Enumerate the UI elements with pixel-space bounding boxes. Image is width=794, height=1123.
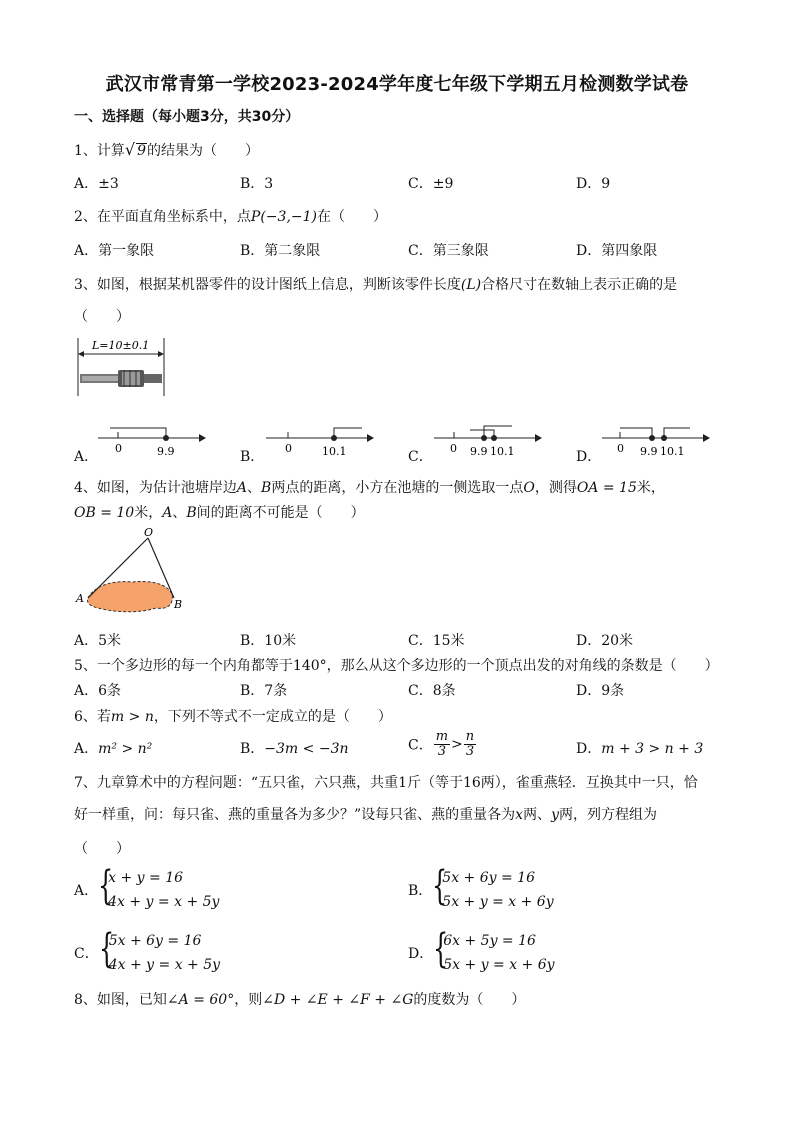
q6-b-expr: −3m < −3n (264, 741, 349, 757)
frac-denominator: 3 (465, 744, 475, 759)
q6-c-frac-right (464, 730, 476, 759)
q3-length-label: L=10±0.1 (92, 339, 150, 352)
q6-stem-post: ，下列不等式不一定成立的是（ ） (153, 709, 392, 725)
equation-line: 5x + 6y = 16 (442, 870, 535, 886)
q2-stem-pre: 2、在平面直角坐标系中，点 (74, 209, 251, 225)
q7-a-system (98, 863, 220, 914)
q6-d-expr: m + 3 > n + 3 (601, 741, 704, 757)
q7-c-letter: C． (74, 946, 99, 962)
q6-c-frac-left (434, 730, 450, 759)
q1-option-d[interactable]: D．9 (576, 176, 611, 192)
q1-stem-post: 的结果为（ ） (147, 143, 260, 159)
exam-title: 武汉市常青第一学校2023-2024学年度七年级下学期五月检测数学试卷 (105, 74, 689, 95)
q4-pond-figure (72, 528, 192, 618)
q6-option-a[interactable] (74, 738, 152, 758)
q6-option-c[interactable] (408, 730, 477, 759)
q3-b-label-1: 10.1 (322, 445, 347, 458)
q4-stem-part: 、 (172, 505, 187, 521)
equation-line: 4x + y = x + 5y (108, 957, 221, 973)
q2-option-a[interactable]: A．第一象限 (74, 243, 155, 259)
section-heading: 一、选择题（每小题3分，共30分） (74, 109, 300, 125)
q3-b-label-0: 0 (285, 442, 292, 455)
q3-c-label-2: 10.1 (490, 445, 515, 458)
q6-b-letter: B． (240, 741, 265, 757)
q4-label-b: B (174, 598, 183, 611)
q8-expression: ∠D + ∠E + ∠F + ∠G (262, 992, 414, 1008)
q3-d-label-2: 10.1 (660, 445, 685, 458)
q8-condition: ∠A = 60° (166, 992, 235, 1008)
q7-b-letter: B． (408, 883, 433, 899)
q6-stem-pre: 6、若 (74, 709, 111, 725)
q3-a-label-1: 9.9 (157, 445, 175, 458)
q3-paren: （ ） (74, 309, 130, 325)
question-7-line2 (74, 804, 657, 824)
equation-line: 5x + y = x + 6y (442, 894, 554, 910)
q7-option-b[interactable] (408, 863, 554, 914)
q3-stem-post: 合格尺寸在数轴上表示正确的是 (481, 277, 678, 293)
q6-option-d[interactable] (576, 738, 703, 758)
q7-var-x: x (515, 807, 524, 823)
q6-c-letter: C． (408, 737, 433, 754)
q5-option-b[interactable]: B．7条 (240, 683, 288, 699)
q6-a-expr: m² > n² (98, 741, 153, 757)
sqrt-sign: √ (124, 140, 136, 159)
q6-condition: m > n (110, 709, 154, 725)
q3-numberline-d (598, 418, 714, 462)
q4-var: A (162, 505, 173, 521)
frac-numerator: n (465, 729, 475, 744)
q3-numberline-b (262, 418, 378, 462)
q6-d-letter: D． (576, 741, 602, 757)
question-4-line2 (74, 502, 365, 522)
q3-c-label-1: 9.9 (470, 445, 488, 458)
q3-option-b[interactable]: B． (240, 449, 265, 465)
q5-option-d[interactable]: D．9条 (576, 683, 625, 699)
q4-var: B (186, 505, 197, 521)
q7-paren: （ ） (74, 841, 130, 857)
q7-stem-part: 好一样重，问：每只雀、燕的重量各为多少？”设每只雀、燕的重量各为 (74, 807, 516, 823)
q8-stem-part: ，则 (234, 992, 263, 1008)
q3-c-label-0: 0 (450, 442, 457, 455)
q4-oa: OA = 15 (576, 480, 637, 496)
brace-icon: { (98, 863, 114, 909)
equation-line: 4x + y = x + 5y (108, 894, 220, 910)
question-5: 5、一个多边形的每一个内角都等于140°，那么从这个多边形的一个顶点出发的对角线的条数是（ ） (74, 658, 719, 674)
equation-line: 5x + y = x + 6y (443, 957, 555, 973)
q6-c-gt: > (451, 736, 463, 753)
frac-denominator: 3 (437, 744, 447, 759)
question-6 (74, 706, 392, 726)
q4-stem-part: 米， (636, 480, 665, 496)
q4-stem-part: 间的距离不可能是（ ） (196, 505, 365, 521)
brace-icon: { (98, 926, 114, 972)
q7-option-a[interactable] (74, 863, 220, 914)
brace-icon: { (433, 926, 449, 972)
equation-line: 5x + 6y = 16 (108, 933, 202, 949)
q1-option-c[interactable]: C．±9 (408, 176, 454, 192)
q7-option-d[interactable] (408, 926, 555, 977)
q5-option-a[interactable]: A．6条 (74, 683, 122, 699)
q4-option-a[interactable]: A．5米 (74, 633, 122, 649)
q4-var: B (261, 480, 272, 496)
q3-numberline-c (430, 418, 546, 462)
question-3 (74, 274, 677, 294)
q1-radicand: 9 (137, 143, 147, 159)
frac-numerator: m (435, 729, 449, 744)
q7-stem-part: 两、 (523, 807, 552, 823)
q3-d-label-1: 9.9 (640, 445, 658, 458)
q3-numberline-a (94, 418, 210, 462)
q4-stem-part: 米， (134, 505, 163, 521)
q4-option-d[interactable]: D．20米 (576, 633, 634, 649)
q1-stem-pre: 1、计算 (74, 143, 125, 159)
q4-option-c[interactable]: C．15米 (408, 633, 465, 649)
q4-option-b[interactable]: B．10米 (240, 633, 297, 649)
q7-c-system (98, 926, 221, 977)
equation-line: x + y = 16 (108, 870, 184, 886)
q4-ob: OB = 10 (74, 505, 135, 521)
q4-label-a: A (76, 592, 84, 605)
q7-a-letter: A． (74, 883, 99, 899)
q3-part-figure (72, 336, 172, 402)
q6-option-b[interactable] (240, 738, 349, 758)
q7-option-c[interactable] (74, 926, 221, 977)
q7-d-letter: D． (408, 946, 434, 962)
q2-stem-post: 在（ ） (317, 209, 387, 225)
q3-d-label-0: 0 (617, 442, 624, 455)
q8-stem-part: 8、如图，已知 (74, 992, 167, 1008)
question-7: 7、九章算术中的方程问题：“五只雀，六只燕，共重1斤（等于16两），雀重燕轻．互换其中一只，恰 (74, 775, 698, 791)
q7-stem-part: 两，列方程组为 (558, 807, 657, 823)
q3-option-a[interactable]: A． (74, 449, 99, 465)
q2-point: P(−3,−1) (250, 209, 317, 225)
q4-stem-part: ，测得 (534, 480, 577, 496)
q7-var-y: y (551, 807, 559, 823)
question-2 (74, 206, 387, 226)
q4-stem-part: 、 (247, 480, 262, 496)
q3-stem-pre: 3、如图，根据某机器零件的设计图纸上信息，判断该零件长度 (74, 277, 461, 293)
q2-option-d[interactable]: D．第四象限 (576, 243, 658, 259)
question-1 (74, 140, 259, 160)
brace-icon: { (432, 863, 448, 909)
q3-option-d[interactable]: D． (576, 449, 602, 465)
q1-option-b[interactable]: B．3 (240, 176, 274, 192)
q1-option-a[interactable]: A．±3 (74, 176, 119, 192)
q2-option-c[interactable]: C．第三象限 (408, 243, 489, 259)
question-8 (74, 989, 525, 1009)
q4-var: A (236, 480, 248, 496)
q5-option-c[interactable]: C．8条 (408, 683, 456, 699)
q3-var: (L) (460, 277, 482, 293)
q2-option-b[interactable]: B．第二象限 (240, 243, 321, 259)
q7-b-system (432, 863, 554, 914)
q6-a-letter: A． (74, 741, 99, 757)
q4-var: O (523, 480, 535, 496)
q3-option-c[interactable]: C． (408, 449, 433, 465)
q8-stem-part: 的度数为（ ） (413, 992, 526, 1008)
q3-a-label-0: 0 (115, 442, 122, 455)
q7-d-system (433, 926, 555, 977)
question-4 (74, 477, 665, 497)
q4-label-o: O (144, 528, 154, 539)
q4-stem-part: 4、如图，为估计池塘岸边 (74, 480, 237, 496)
q4-stem-part: 两点的距离，小方在池塘的一侧选取一点 (271, 480, 524, 496)
equation-line: 6x + 5y = 16 (443, 933, 536, 949)
